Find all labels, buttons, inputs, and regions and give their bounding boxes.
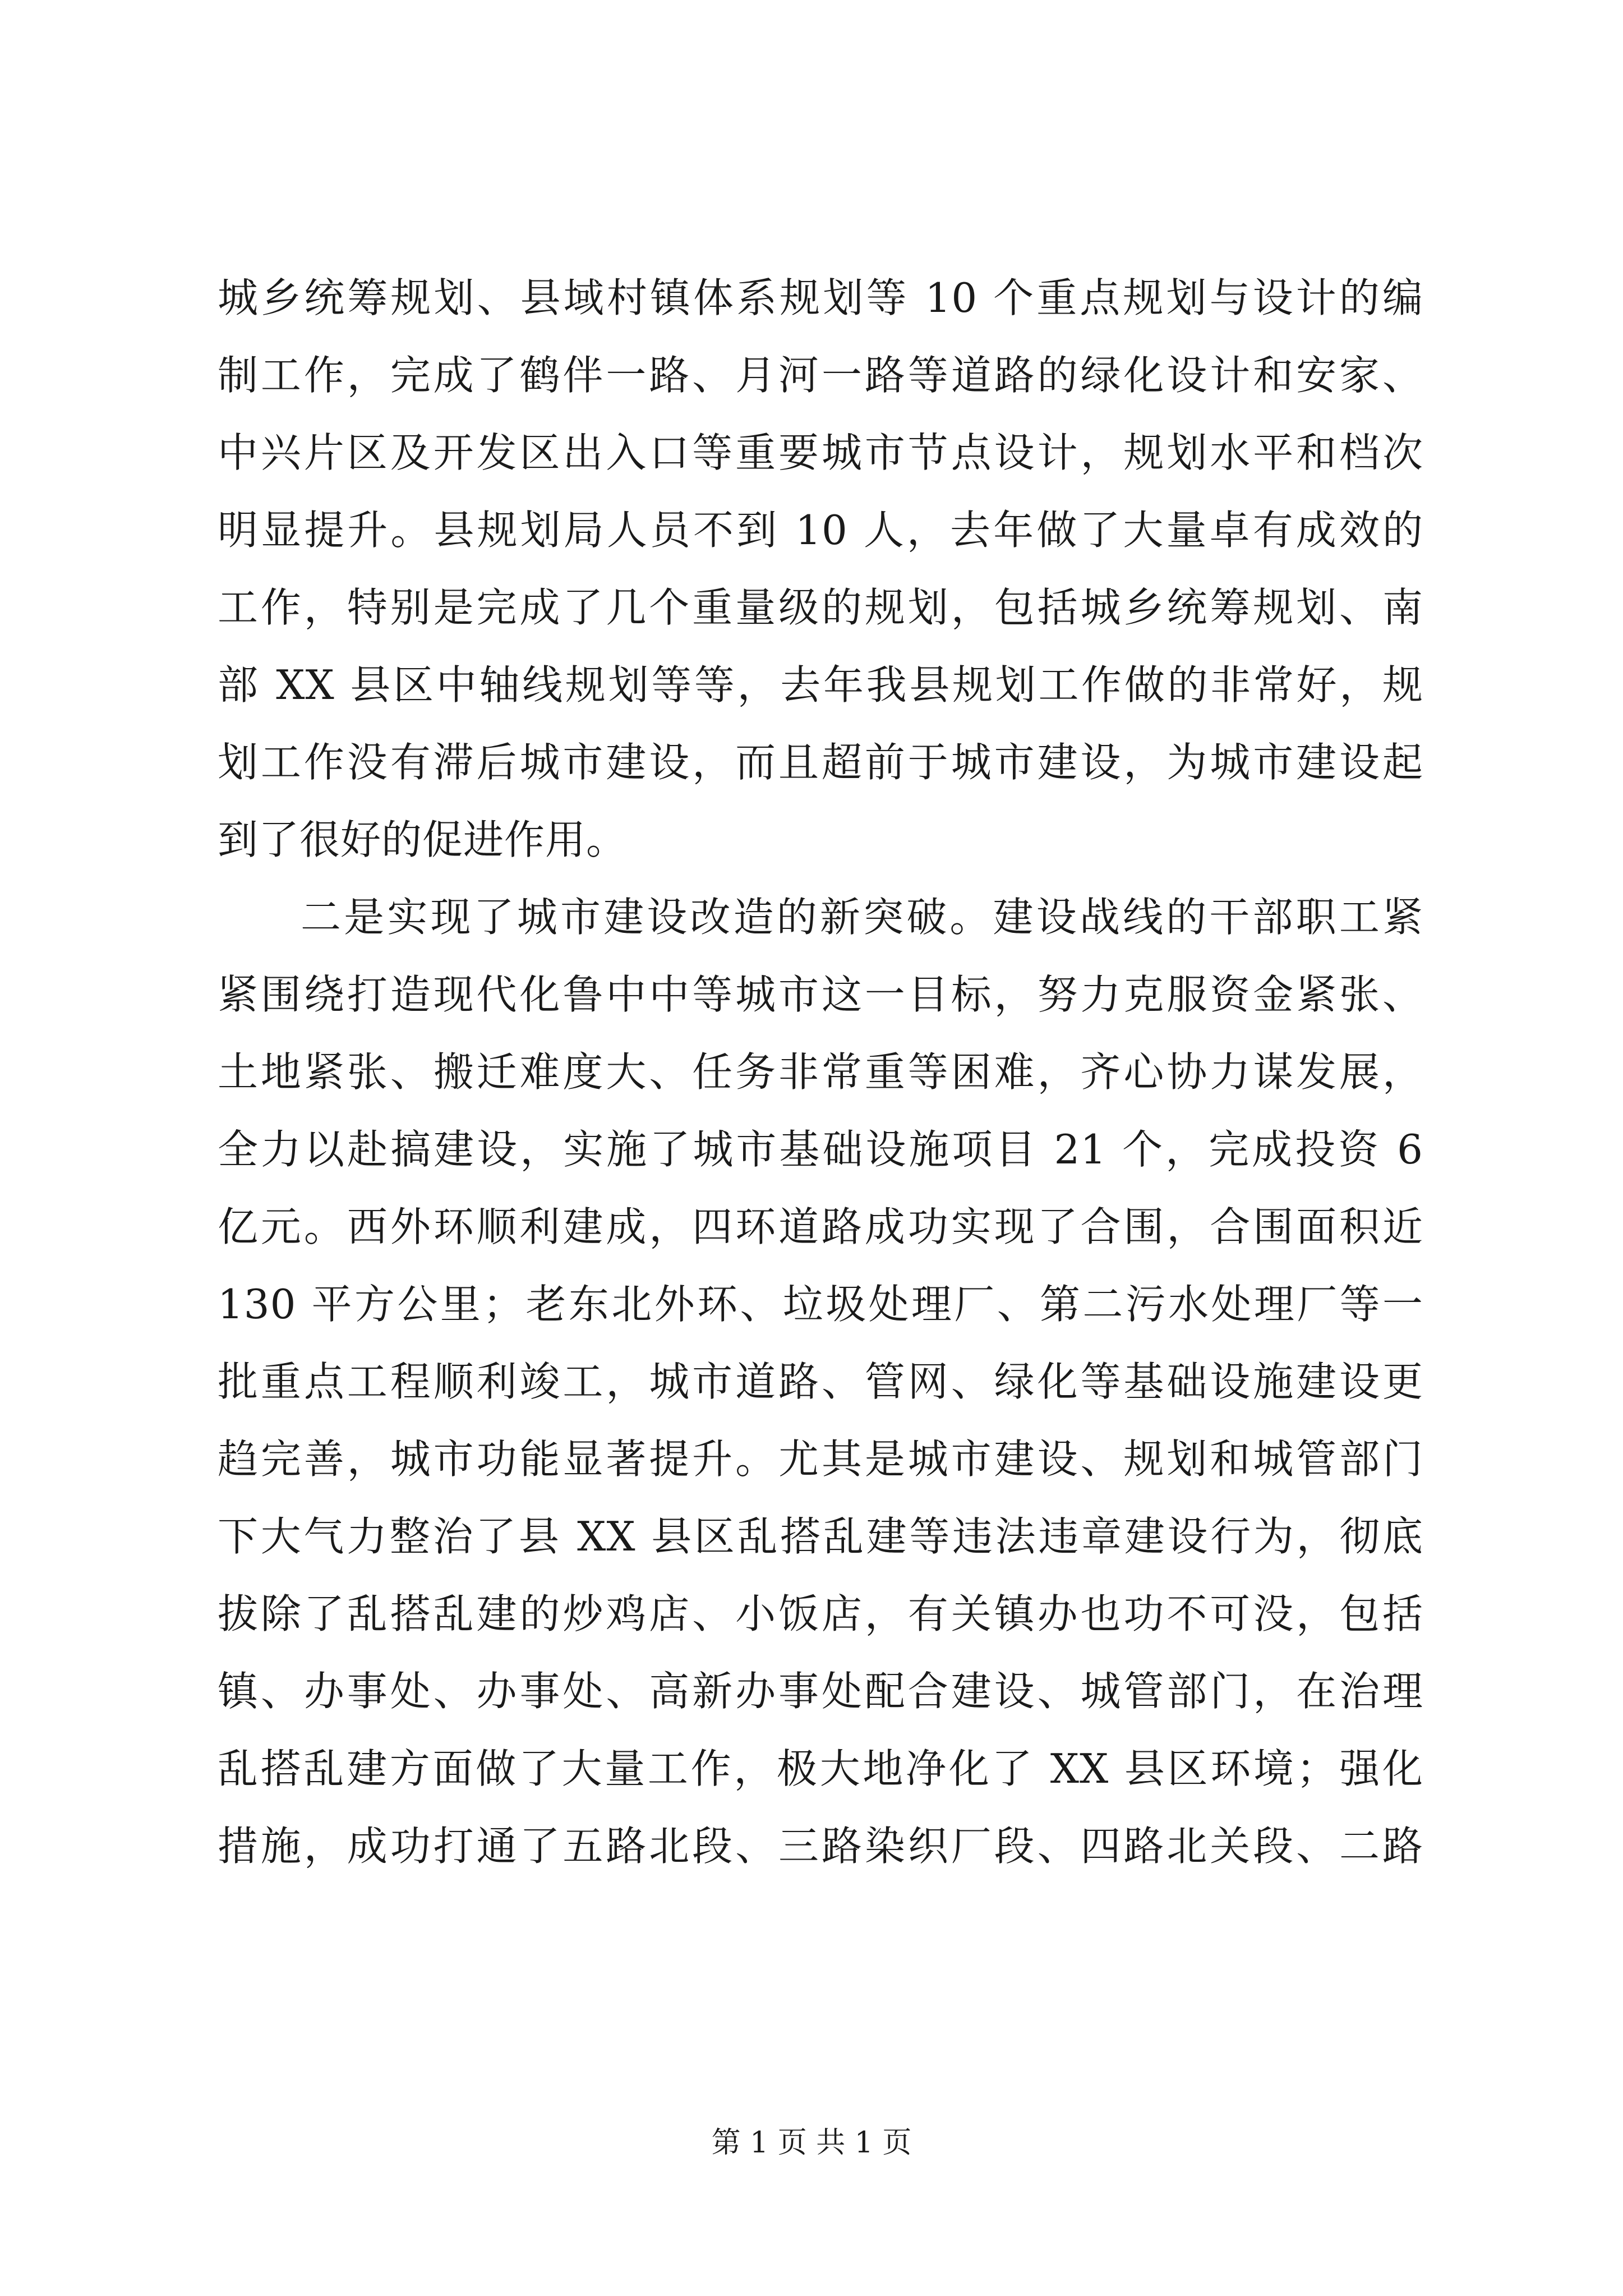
paragraph-1-line: 部 XX 县区中轴线规划等等，去年我县规划工作做的非常好，规 xyxy=(218,661,1423,708)
paragraph-1-line: 明显提升。县规划局人员不到 10 人，去年做了大量卓有成效的 xyxy=(218,507,1423,554)
paragraph-2-line: 亿元。西外环顺利建成，四环道路成功实现了合围，合围面积近 xyxy=(218,1203,1423,1250)
paragraph-2-line: 土地紧张、搬迁难度大、任务非常重等困难，齐心协力谋发展， xyxy=(218,1048,1423,1096)
paragraph-1-line: 划工作没有滞后城市建设，而且超前于城市建设，为城市建设起 xyxy=(218,739,1423,786)
paragraph-2-line: 下大气力整治了县 XX 县区乱搭乱建等违法违章建设行为，彻底 xyxy=(218,1513,1423,1560)
paragraph-2-line: 镇、办事处、办事处、高新办事处配合建设、城管部门，在治理 xyxy=(218,1668,1423,1715)
paragraph-1-line: 制工作，完成了鹤伴一路、月河一路等道路的绿化设计和安家、 xyxy=(218,352,1423,399)
paragraph-2-line: 130 平方公里；老东北外环、垃圾处理厂、第二污水处理厂等一 xyxy=(218,1281,1423,1328)
paragraph-1-line: 中兴片区及开发区出入口等重要城市节点设计，规划水平和档次 xyxy=(218,429,1423,476)
paragraph-2-line: 乱搭乱建方面做了大量工作，极大地净化了 XX 县区环境；强化 xyxy=(218,1745,1423,1792)
paragraph-2-line: 批重点工程顺利竣工，城市道路、管网、绿化等基础设施建设更 xyxy=(218,1358,1423,1405)
paragraph-2-line: 拔除了乱搭乱建的炒鸡店、小饭店，有关镇办也功不可没，包括 xyxy=(218,1590,1423,1637)
paragraph-1-line: 到了很好的促进作用。 xyxy=(218,816,628,863)
body-text xyxy=(218,259,1423,1885)
paragraph-2-line: 趋完善，城市功能显著提升。尤其是城市建设、规划和城管部门 xyxy=(218,1435,1423,1483)
paragraph-2-line: 全力以赴搞建设，实施了城市基础设施项目 21 个，完成投资 6 xyxy=(218,1126,1423,1173)
paragraph-2-line: 措施，成功打通了五路北段、三路染织厂段、四路北关段、二路 xyxy=(218,1823,1423,1870)
paragraph-2-line: 二是实现了城市建设改造的新突破。建设战线的干部职工紧 xyxy=(301,894,1423,941)
paragraph-1-line: 工作，特别是完成了几个重量级的规划，包括城乡统筹规划、南 xyxy=(218,584,1423,631)
paragraph-2-line: 紧围绕打造现代化鲁中中等城市这一目标，努力克服资金紧张、 xyxy=(218,971,1423,1018)
page-number-footer: 第 1 页 共 1 页 xyxy=(711,2126,912,2160)
paragraph-1-line: 城乡统筹规划、县域村镇体系规划等 10 个重点规划与设计的编 xyxy=(218,274,1423,321)
